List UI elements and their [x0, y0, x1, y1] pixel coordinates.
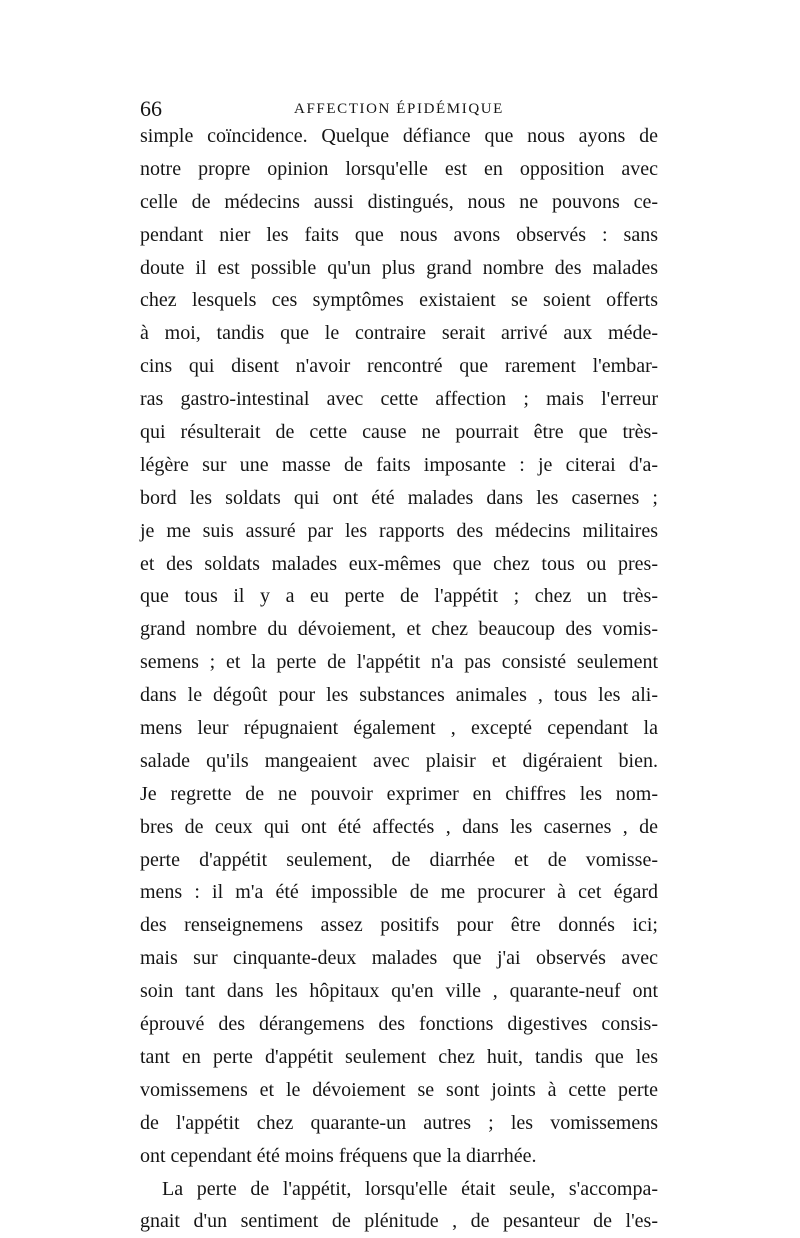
text-line: que tous il y a eu perte de l'appétit ; chez un très- — [140, 585, 658, 608]
running-head: AFFECTION ÉPIDÉMIQUE — [294, 101, 504, 117]
text-line: mens leur répugnaient également , excepté cependant la — [140, 717, 658, 740]
text-line: chez lesquels ces symptômes existaient se soient offerts — [140, 289, 658, 312]
paragraph-start-line: La perte de l'appétit, lorsqu'elle était seule, s'accompa- — [162, 1177, 658, 1200]
text-line: je me suis assuré par les rapports des médecins militaires — [140, 519, 658, 542]
text-line: semens ; et la perte de l'appétit n'a pas consisté seulement — [140, 651, 658, 674]
text-line: grand nombre du dévoiement, et chez beaucoup des vomis- — [140, 618, 658, 641]
text-line: Je regrette de ne pouvoir exprimer en chiffres les nom- — [140, 782, 658, 805]
text-line: et des soldats malades eux-mêmes que chez tous ou pres- — [140, 552, 658, 575]
text-line: mens : il m'a été impossible de me procurer à cet égard — [140, 881, 658, 904]
page-number: 66 — [140, 96, 162, 121]
text-line: de l'appétit chez quarante-un autres ; les vomissemens — [140, 1111, 658, 1134]
text-line: légère sur une masse de faits imposante : je citerai d'a- — [140, 453, 658, 476]
text-line: tant en perte d'appétit seulement chez huit, tandis que les — [140, 1045, 658, 1068]
text-line: pendant nier les faits que nous avons observés : sans — [140, 223, 658, 246]
text-line: mais sur cinquante-deux malades que j'ai observés avec — [140, 947, 658, 970]
text-line: qui résulterait de cette cause ne pourrait être que très- — [140, 421, 658, 444]
text-line: gnait d'un sentiment de plénitude , de pesanteur de l'es- — [140, 1210, 658, 1233]
paragraph-end-line: ont cependant été moins fréquens que la diarrhée. — [140, 1144, 537, 1167]
text-line: celle de médecins aussi distingués, nous ne pouvons ce- — [140, 190, 658, 213]
text-line: des renseignemens assez positifs pour être donnés ici; — [140, 914, 658, 937]
text-line: vomissemens et le dévoiement se sont joints à cette perte — [140, 1078, 658, 1101]
text-line: doute il est possible qu'un plus grand nombre des malades — [140, 256, 658, 279]
text-line: ras gastro-intestinal avec cette affection ; mais l'erreur — [140, 388, 658, 411]
text-line: éprouvé des dérangemens des fonctions digestives consis- — [140, 1013, 658, 1036]
text-line: salade qu'ils mangeaient avec plaisir et digéraient bien. — [140, 749, 658, 772]
text-line: dans le dégoût pour les substances animales , tous les ali- — [140, 684, 658, 707]
body-text — [140, 120, 658, 1238]
text-line: bord les soldats qui ont été malades dans les casernes ; — [140, 486, 658, 509]
text-line: perte d'appétit seulement, de diarrhée et de vomisse- — [140, 848, 658, 871]
text-line: notre propre opinion lorsqu'elle est en opposition avec — [140, 157, 658, 180]
text-line: soin tant dans les hôpitaux qu'en ville , quarante-neuf ont — [140, 980, 658, 1003]
text-line: à moi, tandis que le contraire serait arrivé aux méde- — [140, 322, 658, 345]
text-line: bres de ceux qui ont été affectés , dans les casernes , de — [140, 815, 658, 838]
text-line: cins qui disent n'avoir rencontré que rarement l'embar- — [140, 355, 658, 378]
text-line: simple coïncidence. Quelque défiance que nous ayons de — [140, 125, 658, 147]
